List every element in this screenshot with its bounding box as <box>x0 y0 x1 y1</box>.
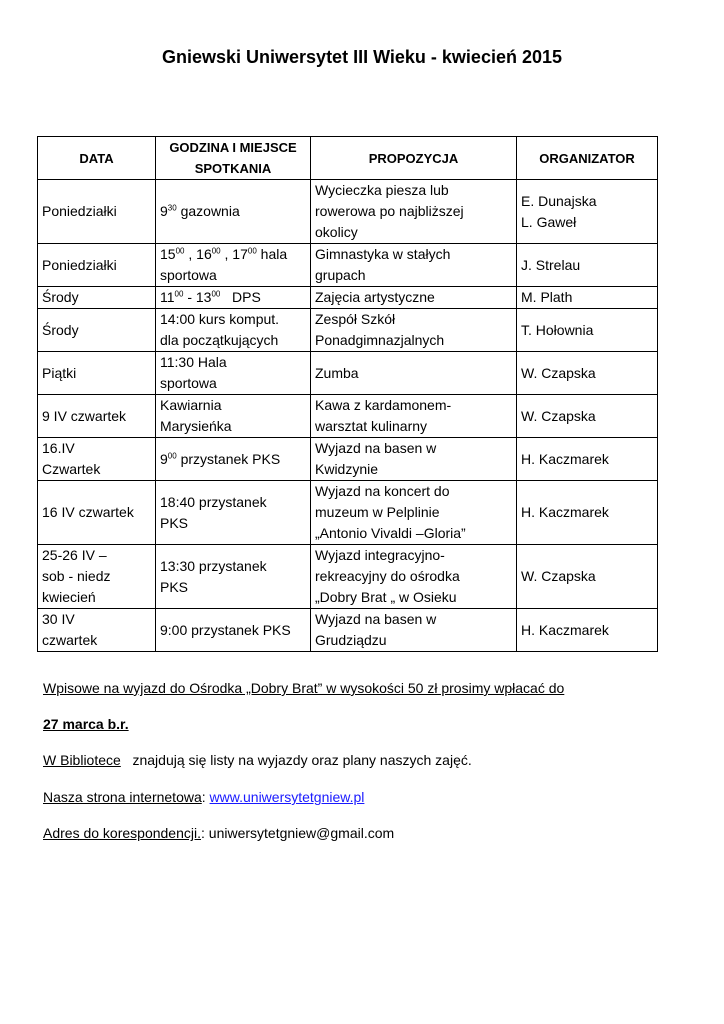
cell-godzina: 13:30 przystanek PKS <box>156 545 311 609</box>
table-row <box>38 180 658 244</box>
adres-label: Adres do korespondencji. <box>43 825 201 841</box>
table-row <box>38 395 658 438</box>
cell-data: 16 IV czwartek <box>38 481 156 545</box>
cell-organizator: H. Kaczmarek <box>517 481 658 545</box>
header-organizator: ORGANIZATOR <box>517 137 658 180</box>
cell-propozycja: Zajęcia artystyczne <box>311 287 517 309</box>
cell-organizator: H. Kaczmarek <box>517 609 658 652</box>
cell-propozycja: Zespół Szkół Ponadgimnazjalnych <box>311 309 517 352</box>
cell-propozycja: Wyjazd integracyjno- rekreacyjny do ośrodka „Dobry Brat „ w Osieku <box>311 545 517 609</box>
cell-organizator: W. Czapska <box>517 352 658 395</box>
note-strona <box>43 789 364 805</box>
table-row <box>38 481 658 545</box>
strona-label: Nasza strona internetowa <box>43 789 202 805</box>
cell-godzina: $9^{30}$ gazownia <box>156 180 311 244</box>
cell-godzina: Kawiarnia Marysieńka <box>156 395 311 438</box>
cell-godzina: $9^{00}$ przystanek PKS <box>156 438 311 481</box>
cell-propozycja: Wyjazd na basen w Grudziądzu <box>311 609 517 652</box>
cell-propozycja: Wyjazd na basen w Kwidzynie <box>311 438 517 481</box>
note-biblioteka <box>43 752 472 768</box>
header-data: DATA <box>38 137 156 180</box>
table-row <box>38 438 658 481</box>
cell-data: Piątki <box>38 352 156 395</box>
cell-godzina: 18:40 przystanek PKS <box>156 481 311 545</box>
table-row <box>38 287 658 309</box>
cell-godzina: $15^{00}$ , $16^{00}$ , $17^{00}$ hala sportowa <box>156 244 311 287</box>
cell-data: 25-26 IV – sob - niedz kwiecień <box>38 545 156 609</box>
cell-organizator: M. Plath <box>517 287 658 309</box>
table-row <box>38 309 658 352</box>
adres-text: : uniwersytetgniew@gmail.com <box>201 825 395 841</box>
strona-separator: : <box>201 789 210 805</box>
cell-godzina: $11^{00} - 13^{00}$ DPS <box>156 287 311 309</box>
cell-data: 16.IV Czwartek <box>38 438 156 481</box>
biblioteka-label: W Bibliotece <box>43 752 121 768</box>
cell-godzina: 11:30 Hala sportowa <box>156 352 311 395</box>
cell-data: Środy <box>38 309 156 352</box>
cell-organizator: H. Kaczmarek <box>517 438 658 481</box>
cell-organizator: E. Dunajska L. Gaweł <box>517 180 658 244</box>
schedule-table <box>37 136 658 652</box>
cell-propozycja: Gimnastyka w stałych grupach <box>311 244 517 287</box>
cell-data: 9 IV czwartek <box>38 395 156 438</box>
cell-godzina: 9:00 przystanek PKS <box>156 609 311 652</box>
cell-propozycja: Wycieczka piesza lub rowerowa po najbliższej okolicy <box>311 180 517 244</box>
cell-organizator: J. Strelau <box>517 244 658 287</box>
cell-propozycja: Wyjazd na koncert do muzeum w Pelplinie „Antonio Vivaldi –Gloria” <box>311 481 517 545</box>
note-adres <box>43 825 394 841</box>
cell-propozycja: Kawa z kardamonem- warsztat kulinarny <box>311 395 517 438</box>
note-termin: 27 marca b.r. <box>43 716 129 732</box>
biblioteka-text: znajdują się listy na wyjazdy oraz plany naszych zajęć. <box>120 752 472 768</box>
table-row <box>38 352 658 395</box>
cell-organizator: T. Hołownia <box>517 309 658 352</box>
header-godzina: GODZINA I MIEJSCE SPOTKANIA <box>156 137 311 180</box>
note-wpisowe: Wpisowe na wyjazd do Ośrodka „Dobry Brat” w wysokości 50 zł prosimy wpłacać do <box>43 680 565 696</box>
table-row <box>38 545 658 609</box>
website-link[interactable]: www.uniwersytetgniew.pl <box>209 789 365 805</box>
page-title: Gniewski Uniwersytet III Wieku - kwiecień 2015 <box>162 47 562 67</box>
header-propozycja: PROPOZYCJA <box>311 137 517 180</box>
cell-godzina: 14:00 kurs komput. dla początkujących <box>156 309 311 352</box>
cell-organizator: W. Czapska <box>517 395 658 438</box>
table-header-row <box>38 137 658 180</box>
cell-propozycja: Zumba <box>311 352 517 395</box>
table-row <box>38 609 658 652</box>
cell-data: 30 IV czwartek <box>38 609 156 652</box>
table-row <box>38 244 658 287</box>
cell-data: Poniedziałki <box>38 244 156 287</box>
cell-data: Poniedziałki <box>38 180 156 244</box>
cell-organizator: W. Czapska <box>517 545 658 609</box>
cell-data: Środy <box>38 287 156 309</box>
